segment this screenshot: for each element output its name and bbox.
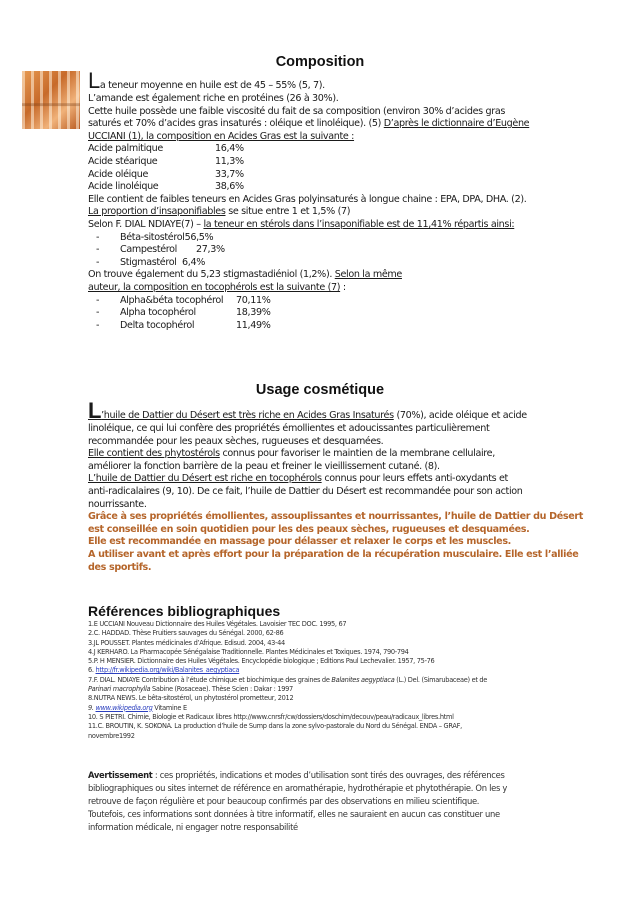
text-line bbox=[88, 448, 608, 461]
text-span: : ces propriétés, indications et modes d’utilisation sont tirés des ouvrages, des références bbox=[152, 770, 505, 780]
text-span: On trouve également du 5,23 stigmastadiéniol (1,2%). bbox=[88, 269, 335, 281]
list-item bbox=[88, 295, 608, 308]
list-item bbox=[88, 257, 608, 270]
reference-item bbox=[88, 704, 608, 713]
table-row bbox=[88, 169, 608, 182]
usage-body bbox=[88, 398, 608, 574]
item-name: Béta-sitostérol bbox=[120, 231, 185, 243]
reference-item bbox=[88, 666, 608, 675]
text-line: recommandée pour les peaux sèches, rugueuses et desquamées. bbox=[88, 435, 384, 447]
text-span: se situe entre 1 et 1,5% (7) bbox=[225, 206, 351, 218]
reference-item: novembre1992 bbox=[88, 731, 135, 740]
underlined-span: L’huile de Dattier du Désert est riche en tocophérols bbox=[88, 473, 322, 485]
warning-label: Avertissement bbox=[88, 770, 153, 780]
item-value: 70,11% bbox=[236, 294, 271, 306]
reference-item: 10. S PIETRI. Chimie, Biologie et Radicaux libres http://www.cnrsfr/cw/dossiers/doschim/decouv/peau/radicaux_libres.html bbox=[88, 712, 454, 721]
text-line bbox=[88, 118, 608, 131]
text-line bbox=[88, 282, 608, 295]
table-row bbox=[88, 143, 608, 156]
list-item bbox=[88, 307, 608, 320]
composition-heading: Composition bbox=[275, 54, 365, 70]
reference-item bbox=[88, 676, 608, 685]
dash-bullet: - bbox=[96, 319, 100, 331]
dash-bullet: - bbox=[96, 231, 100, 243]
reference-item: 3.JL POUSSET. Plantes médicinales d’Afrique. Edisud. 2004, 43-44 bbox=[88, 638, 285, 647]
references-list bbox=[88, 620, 608, 741]
reference-item: 4.J KERHARO. La Pharmacopée Sénégalaise Traditionnelle. Plantes Médicinales et Toxiques. 1974, 790-794 bbox=[88, 647, 409, 656]
text-line bbox=[88, 219, 608, 232]
acid-name: Acide oléique bbox=[88, 168, 149, 180]
italic-span: Balanites aegyptiaca bbox=[331, 675, 395, 684]
underlined-span: Elle contient des phytostérols bbox=[88, 448, 220, 460]
item-name: Alpha&béta tocophérol bbox=[120, 294, 224, 306]
table-row bbox=[88, 156, 608, 169]
text-span: 7.F. DIAL. NDIAYE Contribution à l’étude chimique et biochimique des graines de bbox=[88, 675, 332, 684]
text-line: bibliographiques ou sites internet de référence en aromathérapie, hydrothérapie et phytothérapie. On les y bbox=[88, 783, 508, 793]
text-span: Vitamine E bbox=[152, 703, 187, 712]
intro-text: a teneur moyenne en huile est de 45 – 55% (5, 7). bbox=[99, 80, 325, 91]
item-value: 6,4% bbox=[182, 256, 205, 268]
text-span: connus pour favoriser le maintien de la membrane cellulaire, bbox=[219, 448, 495, 460]
reference-item bbox=[88, 685, 608, 694]
underlined-span: D’après le dictionnaire d’Eugène bbox=[383, 118, 530, 130]
sterol-list bbox=[88, 232, 608, 270]
item-name: Delta tocophérol bbox=[120, 319, 195, 331]
text-span: Selon F. DIAL NDIAYE(7) – bbox=[88, 218, 204, 230]
underlined-span: ’huile de Dattier du Désert est très riche en Acides Gras Insaturés bbox=[101, 410, 394, 421]
warning-block bbox=[88, 769, 608, 834]
composition-body bbox=[88, 68, 608, 332]
usage-intro-line bbox=[88, 398, 608, 423]
reference-item: 8.NUTRA NEWS. Le bêta-sitostérol, un phytostérol prometteur, 2012 bbox=[88, 694, 294, 703]
drop-cap: L bbox=[88, 68, 100, 93]
tocopherol-list bbox=[88, 295, 608, 333]
text-span: saturés et 70% d’acides gras insaturés : oléique et linoléique). (5) bbox=[88, 118, 384, 130]
item-value: 18,39% bbox=[236, 307, 271, 319]
reference-item: 11.C. BROUTIN, K. SOKONA. La production d’huile de Sump dans la zone sylvo-pastorale du Nord du Sénégal. ENDA – GRAF, bbox=[88, 722, 462, 731]
intro-line bbox=[88, 68, 608, 93]
dash-bullet: - bbox=[96, 244, 100, 256]
wikipedia-link[interactable]: www.wikipedia.org bbox=[95, 703, 153, 712]
acid-value: 33,7% bbox=[215, 168, 244, 180]
reference-item: 2.C. HADDAD. Thèse Fruitiers sauvages du Sénégal. 2000, 62-86 bbox=[88, 629, 284, 638]
highlight-block bbox=[88, 511, 608, 574]
text-line: Cette huile possède une faible viscosité du fait de sa composition (environ 30% d’acides gras bbox=[88, 105, 506, 117]
text-line bbox=[88, 206, 608, 219]
reference-item: 1.E UCCIANI Nouveau Dictionnaire des Huiles Végétales. Lavoisier TEC DOC. 1995, 67 bbox=[88, 620, 347, 628]
text-line bbox=[88, 473, 608, 486]
text-span: connus pour leurs effets anti-oxydants et bbox=[321, 473, 508, 485]
references-heading: Références bibliographiques bbox=[88, 603, 281, 619]
item-value: 56,5% bbox=[184, 231, 214, 243]
text-line: L’amande est également riche en protéines (26 à 30%). bbox=[88, 93, 339, 104]
dash-bullet: - bbox=[96, 307, 100, 319]
text-line: information médicale, ni engager notre responsabilité bbox=[88, 822, 298, 832]
acid-name: Acide stéarique bbox=[88, 155, 158, 167]
acid-value: 16,4% bbox=[215, 143, 244, 155]
text-line: améliorer la fonction barrière de la peau et freiner le vieillissement cutané. (8). bbox=[88, 460, 440, 472]
text-span: : bbox=[340, 281, 346, 293]
underlined-span: Selon la même bbox=[334, 269, 402, 281]
item-name: Stigmastérol bbox=[120, 256, 177, 268]
acid-name: Acide palmitique bbox=[88, 143, 163, 155]
text-line bbox=[88, 269, 608, 282]
text-span: (L.) Del. (Simarubaceae) et de bbox=[394, 675, 488, 684]
usage-heading: Usage cosmétique bbox=[255, 382, 385, 398]
text-line: nourrissante. bbox=[88, 498, 147, 510]
highlight-line: est conseillée en soin quotidien pour les des peaux sèches, rugueuses et desquamées. bbox=[88, 523, 530, 535]
list-item bbox=[88, 244, 608, 257]
list-item bbox=[88, 232, 608, 245]
list-item bbox=[88, 320, 608, 333]
text-span: Sabine (Rosaceae). Thèse Scien : Dakar : 1997 bbox=[150, 685, 293, 694]
text-line: Toutefois, ces informations sont données à titre informatif, elles ne sauraient en aucun cas constituer une bbox=[88, 809, 500, 819]
text-span: (70%), acide oléique et acide bbox=[393, 410, 527, 421]
drop-cap: L bbox=[88, 398, 102, 423]
photo-lab-bottles-icon bbox=[22, 71, 80, 129]
item-value: 27,3% bbox=[196, 244, 225, 256]
text-line bbox=[88, 769, 608, 782]
text-line: UCCIANI (1), la composition en Acides Gras est la suivante : bbox=[88, 130, 355, 142]
dash-bullet: - bbox=[96, 256, 100, 268]
item-name: Alpha tocophérol bbox=[120, 307, 196, 319]
item-name: Campestérol bbox=[120, 244, 177, 256]
item-value: 11,49% bbox=[236, 319, 271, 331]
acid-value: 11,3% bbox=[215, 155, 244, 167]
highlight-line: Grâce à ses propriétés émollientes, assouplissantes et nourrissantes, l’huile de Dattier du Désert bbox=[88, 511, 584, 523]
reference-item: 5.P. H MENSIER. Dictionnaire des Huiles Végétales. Encyclopédie biologique ; Editions Paul Lechevalier. 1957, 75-76 bbox=[88, 657, 435, 666]
text-span: 9. bbox=[88, 703, 96, 712]
dash-bullet: - bbox=[96, 294, 100, 306]
underlined-span: La proportion d’insaponifiables bbox=[88, 206, 226, 218]
text-line: linoléique, ce qui lui confère des propriétés émollientes et adoucissantes particulièrement bbox=[88, 423, 490, 434]
fatty-acid-table bbox=[88, 143, 608, 193]
highlight-line: A utiliser avant et après effort pour la préparation de la récupération musculaire. Elle est l’alliée bbox=[88, 548, 579, 560]
table-row bbox=[88, 181, 608, 194]
text-line: Elle contient de faibles teneurs en Acides Gras polyinsaturés à longue chaine : EPA, DPA, DHA. (2). bbox=[88, 193, 527, 205]
text-line: anti-radicalaires (9, 10). De ce fait, l’huile de Dattier du Désert est recommandée pour son action bbox=[88, 485, 523, 497]
acid-value: 38,6% bbox=[215, 181, 244, 193]
underlined-span: auteur, la composition en tocophérols est la suivante (7) bbox=[88, 281, 341, 293]
highlight-line: des sportifs. bbox=[88, 561, 152, 573]
highlight-line: Elle est recommandée en massage pour délasser et relaxer le corps et les muscles. bbox=[88, 536, 511, 548]
underlined-span: la teneur en stérols dans l’insaponifiable est de 11,41% répartis ainsi: bbox=[203, 218, 515, 230]
text-span: 6. bbox=[88, 666, 96, 675]
acid-name: Acide linoléique bbox=[88, 181, 159, 193]
text-line: retrouve de façon régulière et pour beaucoup confirmés par des observations en milieu scientifique. bbox=[88, 796, 480, 806]
wikipedia-balanites-link[interactable]: http://fr.wikipedia.org/wiki/Balanites_aegyptiaca bbox=[95, 666, 240, 675]
italic-span: Parinari macrophylla bbox=[88, 685, 151, 694]
